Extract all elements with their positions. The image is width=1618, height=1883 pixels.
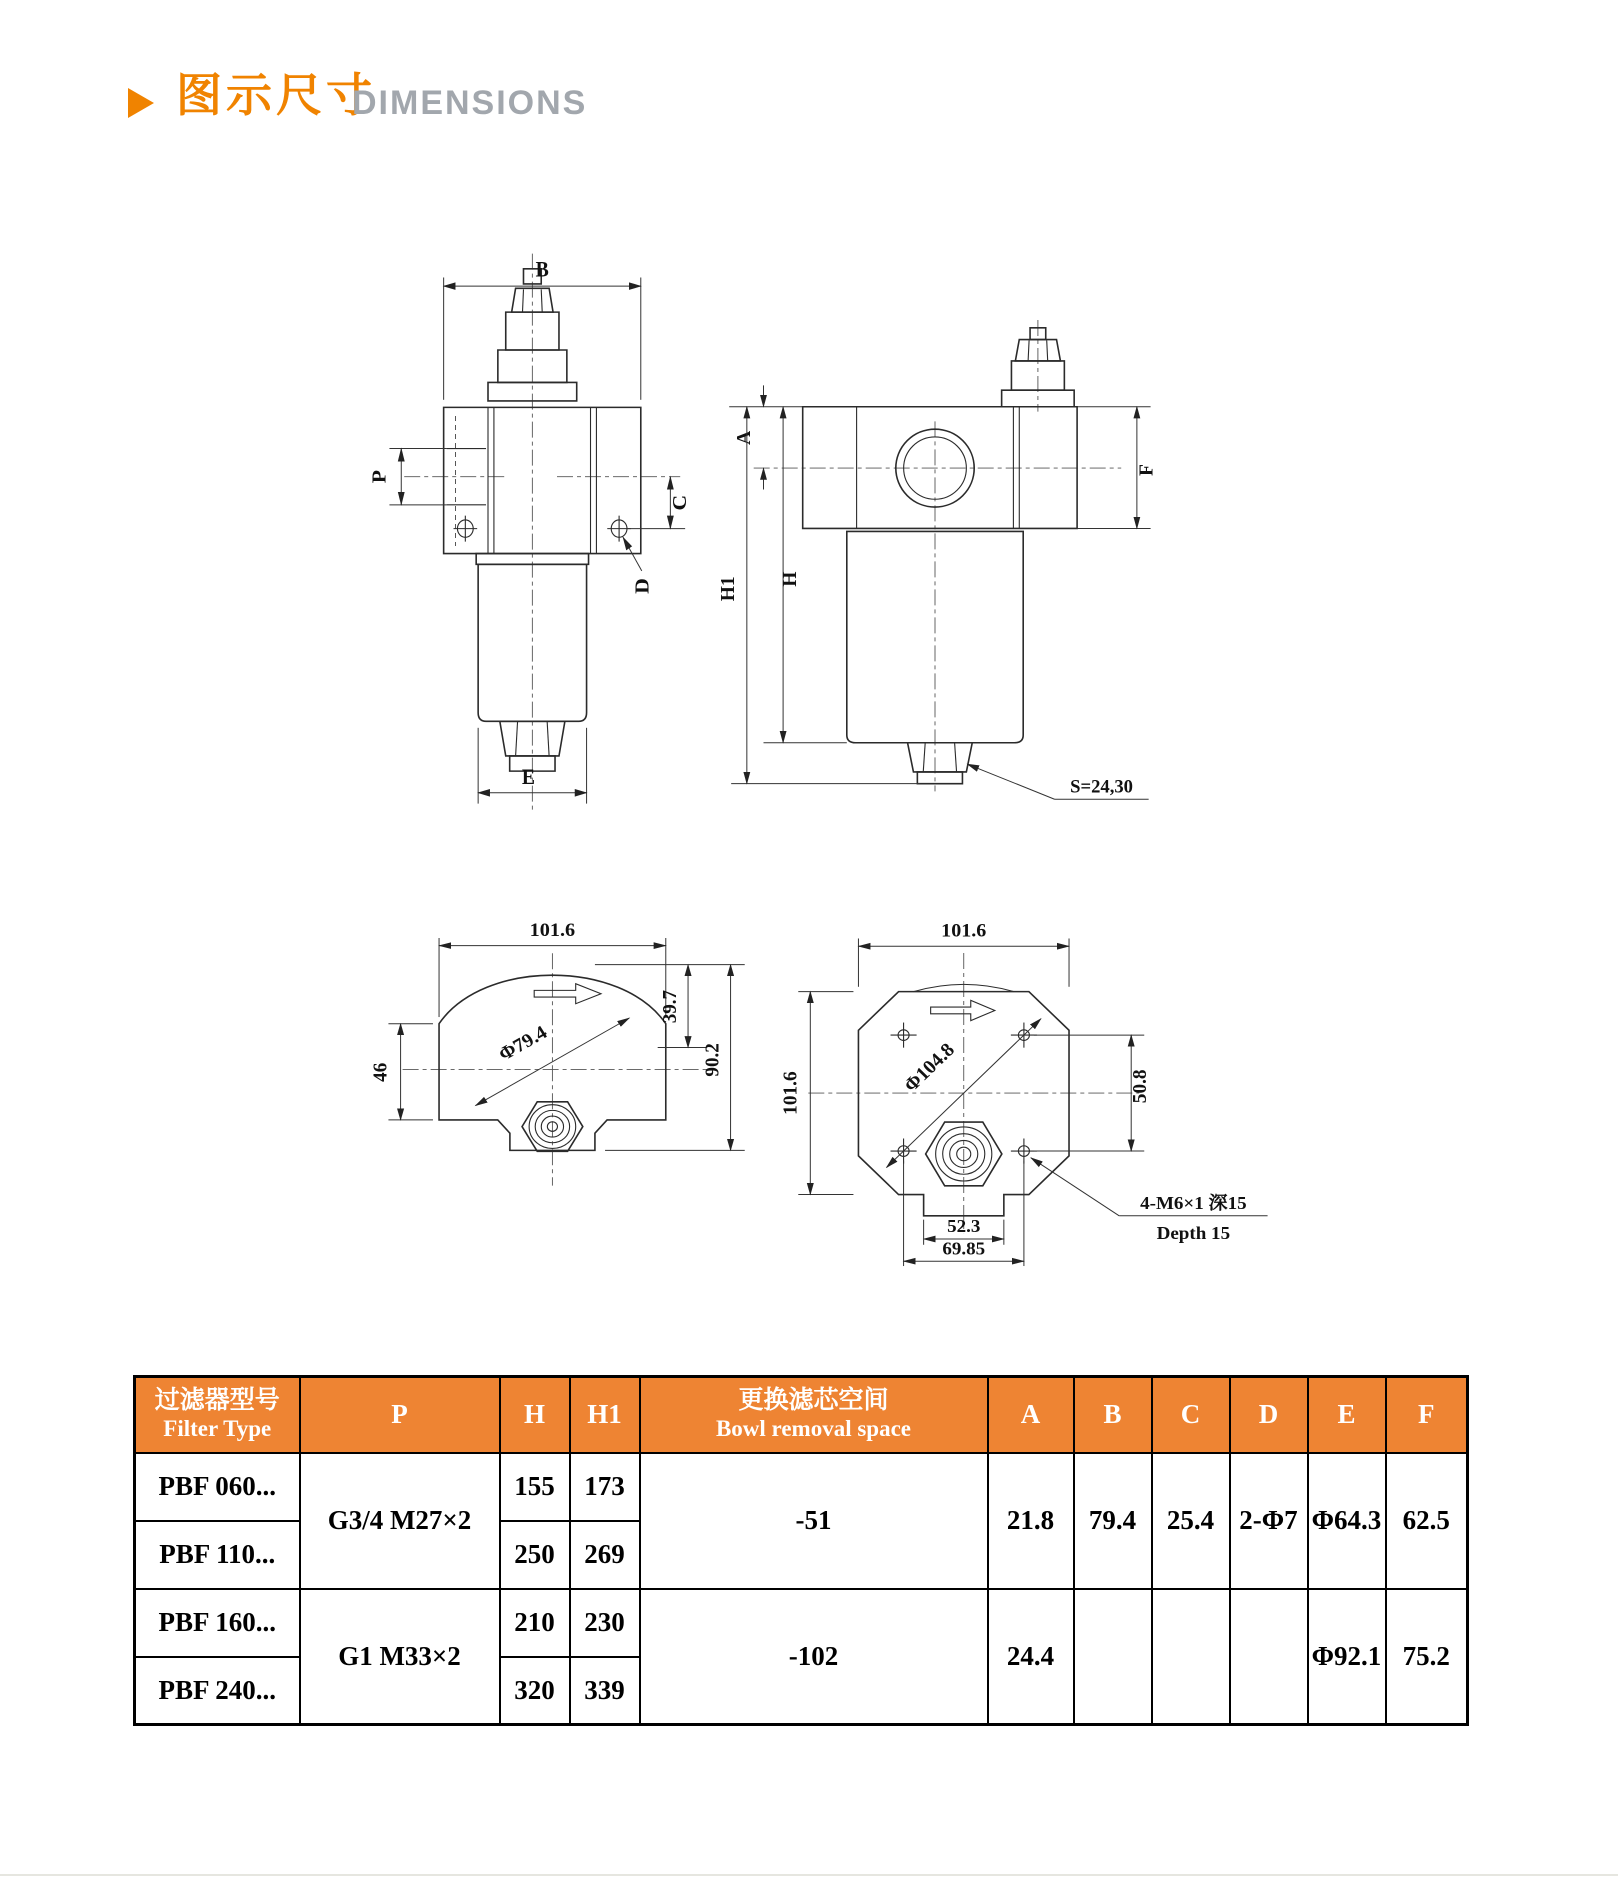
col-header-filter-type-en: Filter Type [163,1415,272,1441]
dim-label-b: B [535,258,549,282]
side-view-dimensions [718,385,1158,799]
dimensions-table [133,1375,1469,1726]
section-title-zh: 图示尺寸 [176,69,376,121]
dim-label-phi104-8: Φ104.8 [899,1038,960,1097]
cell-h1-pbf240: 339 [570,1657,640,1725]
side-view-drawing [690,285,1180,845]
cell-b-group2 [1074,1589,1152,1725]
cell-h-pbf160: 210 [500,1589,570,1657]
cell-p-group2: G1 M33×2 [300,1589,500,1725]
col-header-b: B [1074,1377,1152,1453]
side-view-geometry [754,320,1121,791]
cell-d-group2 [1230,1589,1308,1725]
wrench-size-note: S=24,30 [1070,776,1134,798]
thread-note-line2: Depth 15 [1156,1223,1231,1244]
dim-label-101-6: 101.6 [529,919,576,941]
top-view-small-dimensions [369,920,745,1151]
cell-p-group1: G3/4 M27×2 [300,1453,500,1589]
col-header-a: A [988,1377,1074,1453]
col-header-f: F [1386,1377,1468,1453]
top-view-large-drawing [698,895,1420,1267]
cell-h-pbf110: 250 [500,1521,570,1589]
front-view-drawing [350,245,695,835]
dim-label-height-101-6: 101.6 [778,1071,802,1115]
cell-c-group1: 25.4 [1152,1453,1230,1589]
table-row-pbf160 [135,1589,1468,1657]
dim-label-width-101-6: 101.6 [941,919,987,942]
dim-label-39-7: 39.7 [658,989,682,1024]
cell-bowl-group2: -102 [640,1589,988,1725]
dim-label-50-8: 50.8 [1128,1069,1152,1104]
col-header-d: D [1230,1377,1308,1453]
dim-label-p: P [369,470,391,484]
cell-h1-pbf160: 230 [570,1589,640,1657]
cell-type-pbf060: PBF 060... [135,1453,300,1521]
cell-h1-pbf060: 173 [570,1453,640,1521]
dim-label-c: C [669,494,691,511]
front-view-geometry [404,254,680,810]
dim-label-a: A [733,430,755,445]
dim-label-f: F [1136,464,1158,476]
cell-b-group1: 79.4 [1074,1453,1152,1589]
col-header-bowl-space [640,1377,988,1453]
cell-h1-pbf110: 269 [570,1521,640,1589]
cell-type-pbf160: PBF 160... [135,1589,300,1657]
cell-e-group2: Φ92.1 [1308,1589,1386,1725]
dim-label-phi79-4: Φ79.4 [494,1021,552,1066]
col-header-h1: H1 [570,1377,640,1453]
dim-label-46: 46 [368,1062,392,1082]
dim-label-90-2: 90.2 [700,1043,724,1077]
table-row-pbf060 [135,1453,1468,1521]
col-header-bowl-space-zh: 更换滤芯空间 [738,1387,889,1415]
dim-label-e: E [521,766,535,790]
col-header-e: E [1308,1377,1386,1453]
dim-label-52-3: 52.3 [947,1216,981,1238]
col-header-filter-type-zh: 过滤器型号 [154,1387,280,1415]
col-header-c: C [1152,1377,1230,1453]
table-header-row [135,1377,1468,1453]
cell-a-group2: 24.4 [988,1589,1074,1725]
arrow-bullet-icon [128,88,154,118]
section-title-en: DIMENSIONS [352,84,588,122]
dim-label-69-85: 69.85 [942,1238,986,1260]
cell-f-group1: 62.5 [1386,1453,1468,1589]
cell-type-pbf110: PBF 110... [135,1521,300,1589]
cell-e-group1: Φ64.3 [1308,1453,1386,1589]
dim-label-d: D [632,578,654,594]
dim-label-h: H [779,571,801,587]
cell-type-pbf240: PBF 240... [135,1657,300,1725]
cell-h-pbf060: 155 [500,1453,570,1521]
dim-label-h1: H1 [718,576,740,602]
cell-a-group1: 21.8 [988,1453,1074,1589]
cell-f-group2: 75.2 [1386,1589,1468,1725]
thread-note-line1: 4-M6×1 深15 [1140,1193,1247,1214]
col-header-p: P [300,1377,500,1453]
col-header-bowl-space-en: Bowl removal space [715,1415,912,1441]
page-bottom-edge [0,1874,1618,1876]
col-header-filter-type [135,1377,300,1453]
cell-bowl-group1: -51 [640,1453,988,1589]
cell-c-group2 [1152,1589,1230,1725]
top-view-large-geometry [808,953,1139,1233]
cell-d-group1: 2-Φ7 [1230,1453,1308,1589]
col-header-h: H [500,1377,570,1453]
cell-h-pbf240: 320 [500,1657,570,1725]
